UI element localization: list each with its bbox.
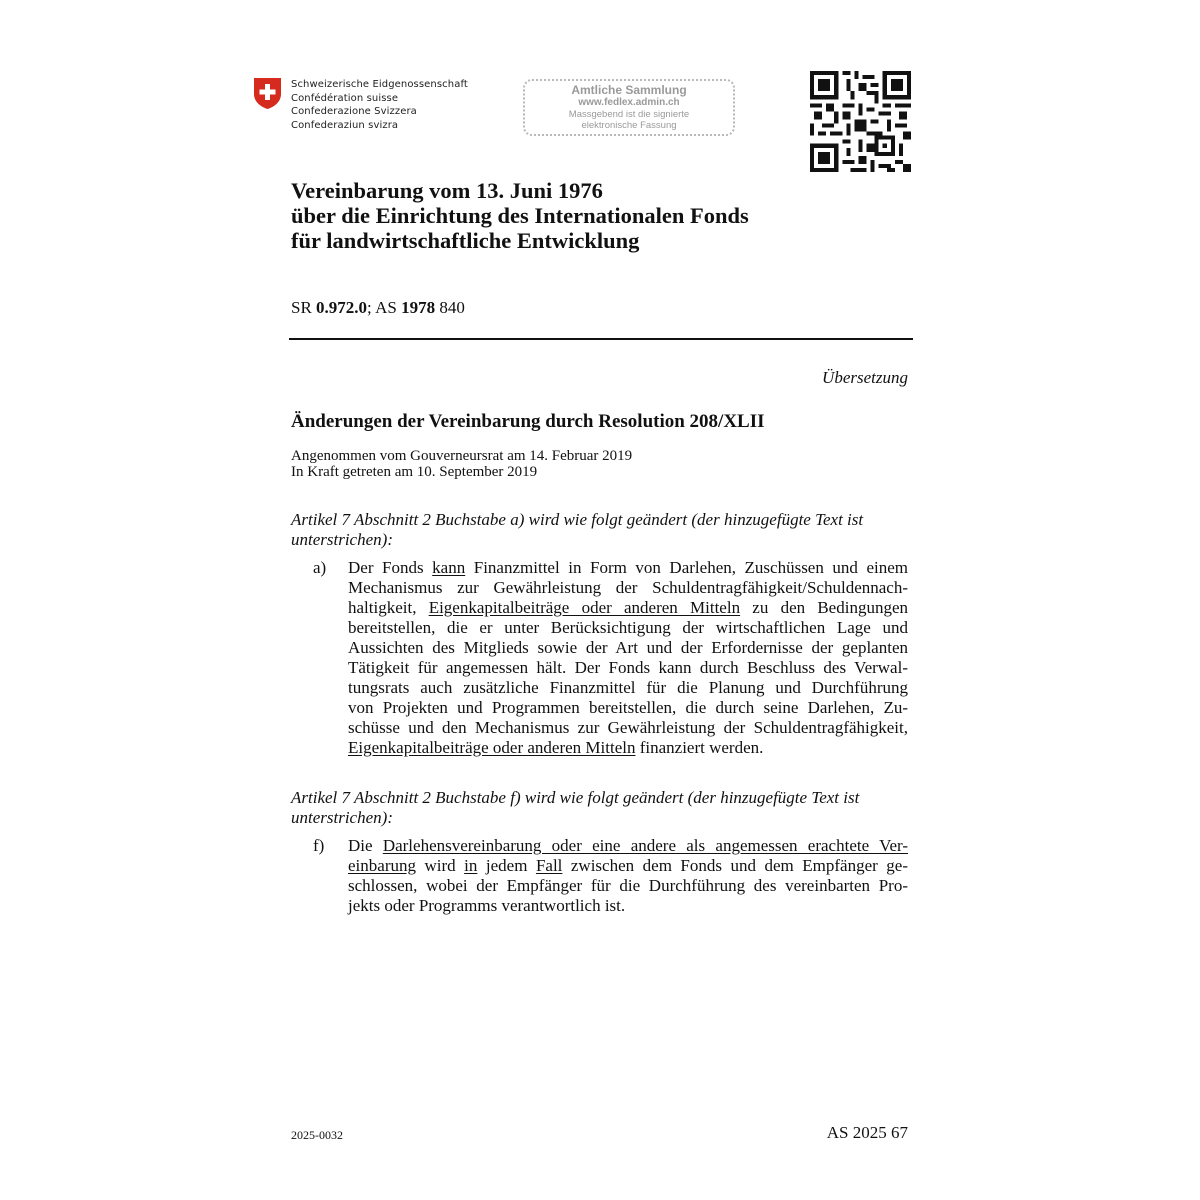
text-run: finanziert werden.: [635, 738, 764, 757]
sr-number: 0.972.0: [316, 298, 368, 317]
underlined-addition: Fall: [535, 856, 563, 875]
stamp-note-line-2: elektronische Fassung: [581, 120, 677, 131]
amendment-a-intro-line-2: unterstrichen):: [291, 530, 393, 549]
sr-prefix: SR: [291, 298, 317, 317]
translation-label: Übersetzung: [822, 368, 908, 387]
as-prefix: ; AS: [367, 298, 402, 317]
text-line: tungsrats auch zusätzliche Finanzmittel für die Planung und Durchführung: [348, 678, 908, 697]
as-page-reference: AS 2025 67: [826, 1123, 908, 1142]
underlined-addition: Eigenkapitalbeiträge oder anderen Mitteln: [428, 598, 741, 617]
amendment-a-intro: [291, 510, 911, 550]
text-line: Aussichten des Mitglieds sowie der Art und der Erfordernisse der geplanten: [348, 638, 908, 657]
document-title-line-3: für landwirtschaftliche Entwicklung: [291, 228, 640, 253]
amendment-f-intro-line-1: Artikel 7 Abschnitt 2 Buchstabe f) wird wie folgt geändert (der hinzugefügte Text ist: [291, 788, 860, 807]
text-line: schlossen, wobei der Empfänger für die Durchführung des vereinbarten Pro-: [348, 876, 908, 895]
confederation-name-de: Schweizerische Eidgenossenschaft: [291, 79, 468, 90]
section-heading: Änderungen der Vereinbarung durch Resolution 208/XLII: [291, 411, 765, 432]
document-title-line-2: über die Einrichtung des Internationalen Fonds: [291, 203, 749, 228]
amendment-f-text: [348, 836, 908, 916]
official-collection-stamp: [523, 79, 735, 136]
underlined-addition: kann: [432, 558, 466, 577]
as-page: 840: [435, 298, 465, 317]
qr-code-icon: [810, 71, 911, 172]
stamp-note-line-1: Massgebend ist die signierte: [568, 109, 690, 120]
underlined-addition: einbarung: [348, 856, 416, 875]
text-line: schüsse und den Mechanismus zur Gewährleistung der Schuldentragfähigkeit,: [348, 718, 908, 737]
text-run: Der Fonds: [348, 558, 433, 577]
amendment-f-intro-line-2: unterstrichen):: [291, 808, 393, 827]
confederation-names: [291, 78, 468, 132]
confederation-name-it: Confederazione Svizzera: [291, 106, 417, 117]
amendment-a-text: [348, 558, 908, 758]
sr-as-reference: [291, 298, 465, 318]
text-line: von Projekten und Programmen bereitstellen, die durch seine Darlehen, Zu-: [348, 698, 908, 717]
confederation-name-fr: Confédération suisse: [291, 92, 399, 104]
text-line: [348, 558, 908, 578]
stamp-title: Amtliche Sammlung: [571, 83, 687, 97]
text-line: [348, 856, 908, 876]
document-title: [291, 178, 749, 253]
adoption-date: Angenommen vom Gouverneursrat am 14. Februar 2019: [291, 448, 633, 464]
text-line: [348, 738, 908, 758]
text-line: [348, 598, 908, 618]
text-run: zu den Bedingungen: [740, 598, 908, 617]
text-line: jekts oder Programms verantwortlich ist.: [348, 896, 626, 915]
amendment-a-label: a): [313, 558, 327, 577]
adoption-info: [291, 448, 632, 480]
text-run: wird: [415, 856, 465, 875]
amendment-f-intro: [291, 788, 911, 828]
text-run: zwischen dem Fonds und dem Empfänger ge-: [562, 856, 908, 875]
amendment-f-label: f): [313, 836, 325, 855]
text-run: Die: [348, 836, 383, 855]
underlined-addition: Eigenkapitalbeiträge oder anderen Mitteln: [348, 738, 636, 757]
document-number: 2025-0032: [291, 1128, 343, 1142]
underlined-addition: in: [464, 856, 478, 875]
text-run: haltigkeit,: [348, 598, 429, 617]
text-run: jedem: [477, 856, 536, 875]
confederation-name-rm: Confederaziun svizra: [291, 119, 399, 131]
stamp-url[interactable]: www.fedlex.admin.ch: [578, 97, 680, 108]
text-line: bereitstellen, die er unter Berücksichtigung der wirtschaftlichen Lage und: [348, 618, 908, 637]
amendment-a-intro-line-1: Artikel 7 Abschnitt 2 Buchstabe a) wird wie folgt geändert (der hinzugefügte Text ist: [291, 510, 864, 529]
document-title-line-1: Vereinbarung vom 13. Juni 1976: [291, 178, 603, 203]
text-run: Finanzmittel in Form von Darlehen, Zuschüssen und einem: [465, 558, 908, 577]
text-line: Mechanismus zur Gewährleistung der Schuldentragfähigkeit/Schuldennach-: [348, 578, 908, 597]
as-year: 1978: [401, 298, 436, 317]
entry-into-force-date: In Kraft getreten am 10. September 2019: [291, 464, 538, 480]
swiss-coat-of-arms-icon: [253, 77, 282, 110]
text-line: Tätigkeit für angemessen hält. Der Fonds kann durch Beschluss des Verwal-: [348, 658, 908, 677]
underlined-addition: Darlehensvereinbarung oder eine andere als angemessen erachtete Ver-: [382, 836, 908, 855]
horizontal-rule: [289, 338, 913, 340]
text-line: [348, 836, 908, 856]
